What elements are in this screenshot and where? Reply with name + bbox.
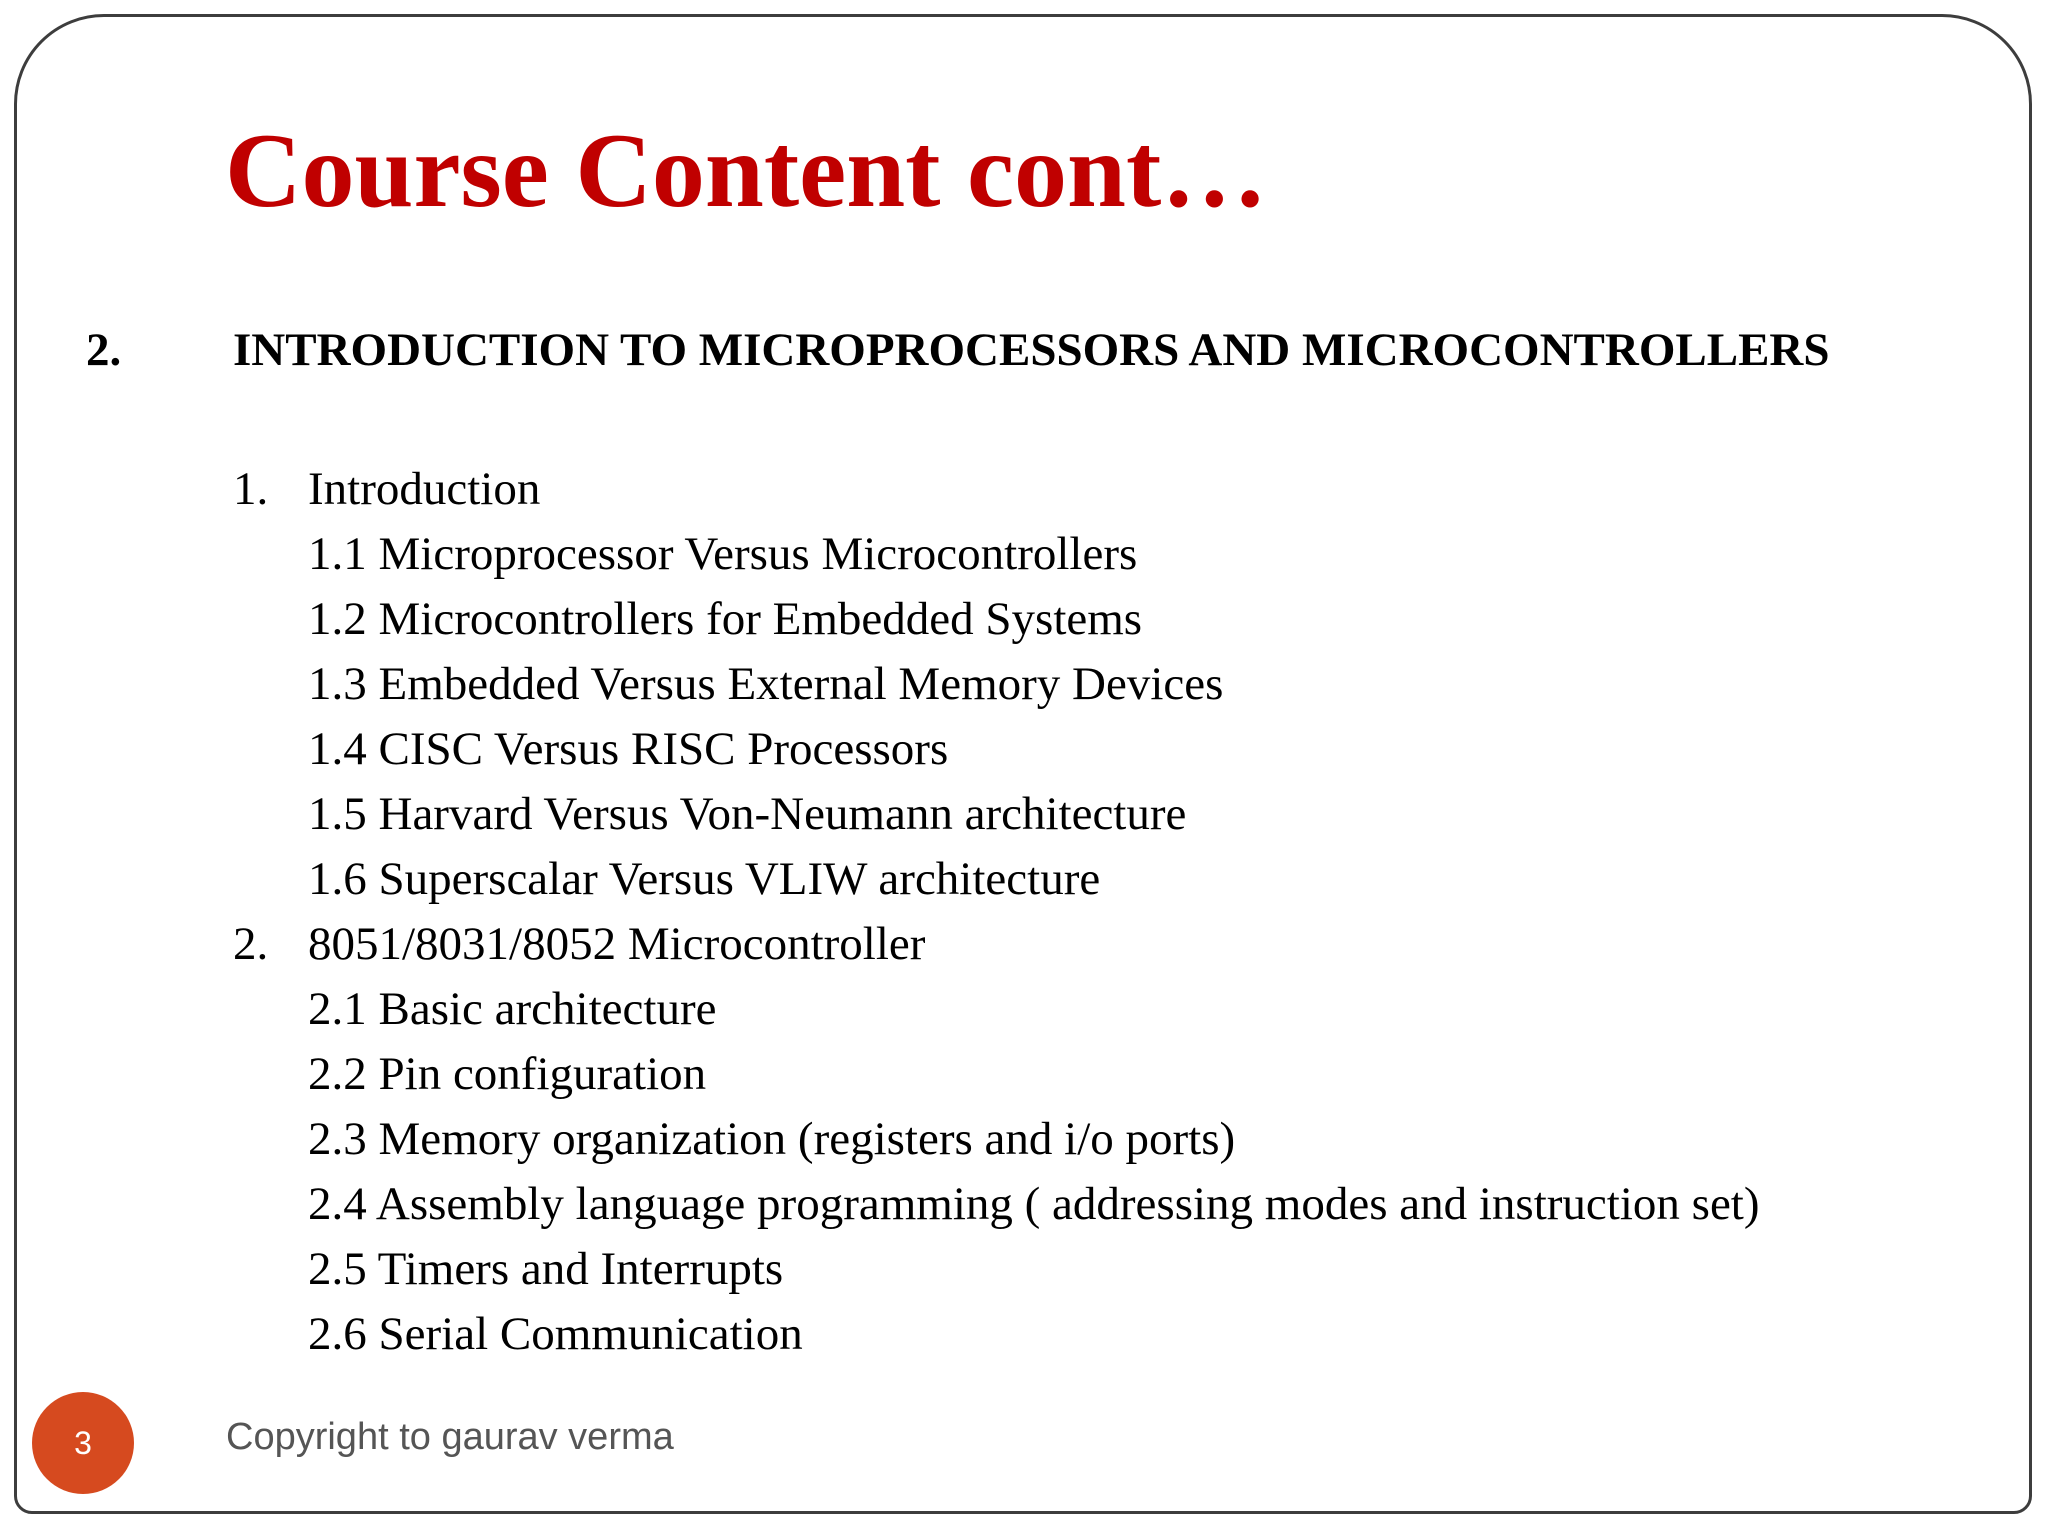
outline-subitem-text: 1.2 Microcontrollers for Embedded Systems (308, 592, 1143, 645)
page-number-badge: 3 (32, 1392, 134, 1494)
section-title: INTRODUCTION TO MICROPROCESSORS AND MICROCONTROLLERS (233, 324, 1830, 376)
section-number: 2. (86, 324, 122, 376)
outline-subitem (233, 1171, 1760, 1236)
outline-item-number: 1. (233, 462, 269, 515)
outline-subitem (233, 846, 1760, 911)
outline-subitem-text: 2.6 Serial Communication (308, 1307, 803, 1360)
outline-subitem-text: 1.3 Embedded Versus External Memory Devices (308, 657, 1224, 710)
outline-subitem (233, 781, 1760, 846)
outline-subitem (233, 716, 1760, 781)
outline-subitem-text: 1.1 Microprocessor Versus Microcontrollers (308, 527, 1138, 580)
outline-item-text: Introduction (308, 462, 541, 515)
outline-subitem (233, 1301, 1760, 1366)
outline-subitem (233, 1106, 1760, 1171)
outline-subitem-text: 2.4 Assembly language programming ( addressing modes and instruction set) (308, 1177, 1760, 1230)
outline-subitem-text: 2.1 Basic architecture (308, 982, 717, 1035)
outline-subitem (233, 521, 1760, 586)
outline-item-text: 8051/8031/8052 Microcontroller (308, 917, 926, 970)
outline-subitem-text: 2.3 Memory organization (registers and i/o ports) (308, 1112, 1236, 1165)
outline-subitem (233, 976, 1760, 1041)
outline-item-number: 2. (233, 917, 269, 970)
outline-subitem-text: 2.5 Timers and Interrupts (308, 1242, 784, 1295)
outline-subitem-text: 1.6 Superscalar Versus VLIW architecture (308, 852, 1101, 905)
outline-subitem (233, 586, 1760, 651)
course-outline (233, 456, 1760, 1366)
outline-item (233, 456, 1760, 521)
outline-subitem (233, 1236, 1760, 1301)
outline-subitem-text: 2.2 Pin configuration (308, 1047, 707, 1100)
outline-item (233, 911, 1760, 976)
outline-subitem (233, 1041, 1760, 1106)
footer-copyright: Copyright to gaurav verma (226, 1416, 674, 1458)
outline-subitem-text: 1.4 CISC Versus RISC Processors (308, 722, 949, 775)
slide-title: Course Content cont… (225, 112, 1268, 229)
outline-subitem-text: 1.5 Harvard Versus Von-Neumann architecture (308, 787, 1187, 840)
outline-subitem (233, 651, 1760, 716)
